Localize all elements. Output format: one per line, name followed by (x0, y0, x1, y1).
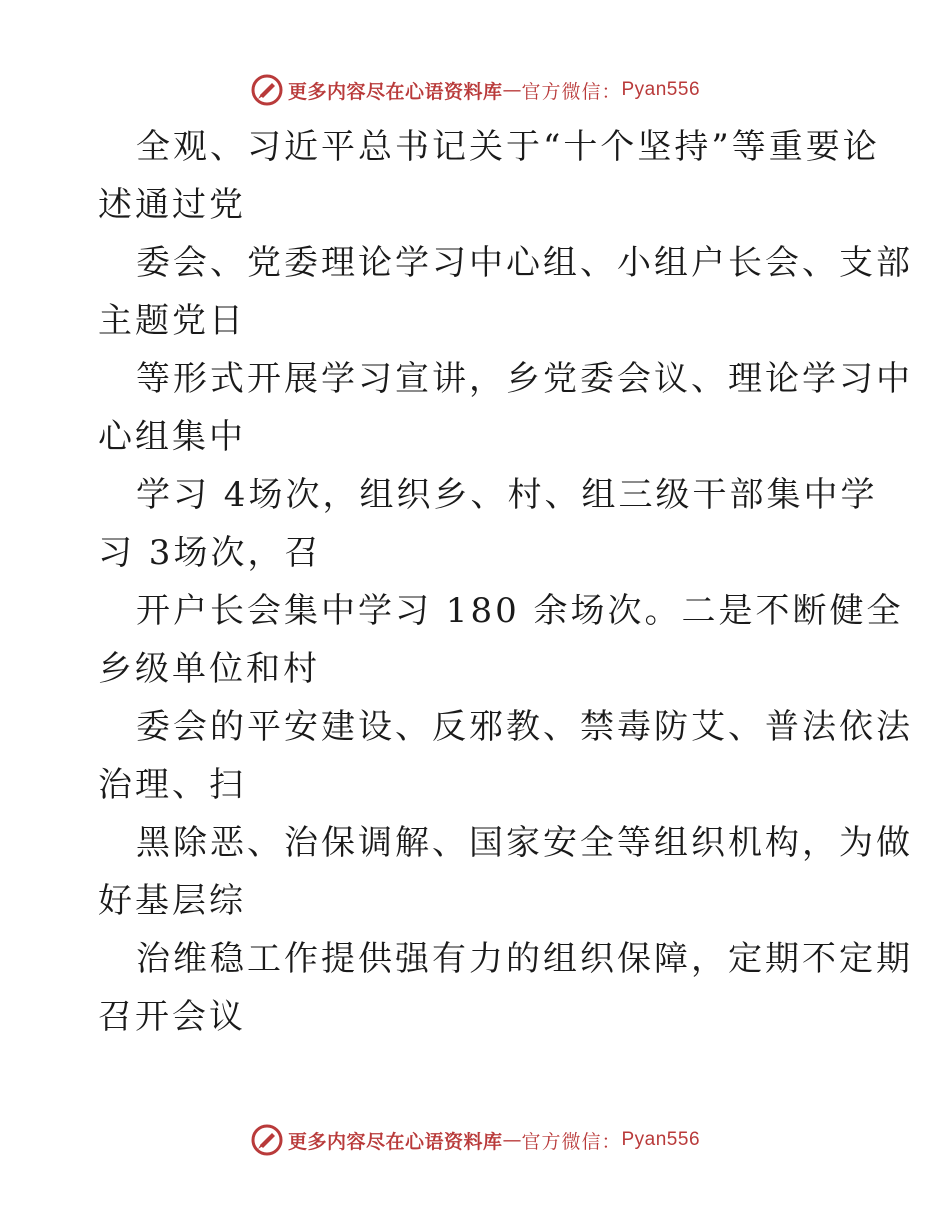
brand-logo-icon (250, 73, 284, 107)
body-line: 好基层综 (98, 881, 246, 921)
body-line: 治维稳工作提供强有力的组织保障，定期不定期 (136, 939, 913, 979)
body-line: 学习 4场次，组织乡、村、组三级干部集中学 (136, 475, 878, 515)
body-line: 委会、党委理论学习中心组、小组户长会、支部 (136, 243, 913, 283)
body-line: 等形式开展学习宣讲，乡党委会议、理论学习中 (136, 359, 913, 399)
body-line: 述通过党 (98, 185, 246, 225)
banner-wechat-label: 官方微信： (521, 1130, 622, 1153)
banner-account: Pyan556 (621, 1129, 701, 1150)
banner-brand-text: 更多内容尽在心语资料库 (287, 1130, 503, 1153)
banner-separator: — (502, 1129, 522, 1151)
banner-wechat-label: 官方微信： (521, 80, 622, 103)
body-line: 心组集中 (98, 417, 246, 457)
banner-separator: — (502, 79, 522, 101)
banner-brand-text: 更多内容尽在心语资料库 (287, 80, 503, 103)
body-line: 委会的平安建设、反邪教、禁毒防艾、普法依法 (136, 707, 913, 747)
body-line: 治理、扫 (98, 765, 246, 805)
body-line: 主题党日 (98, 301, 246, 341)
body-line: 习 3场次，召 (98, 533, 322, 573)
body-line: 乡级单位和村 (98, 649, 320, 689)
footer-banner (0, 1120, 950, 1160)
document-body (98, 118, 913, 1046)
body-line: 全观、习近平总书记关于“十个坚持”等重要论 (136, 127, 880, 167)
header-banner (0, 70, 950, 110)
body-line: 召开会议 (98, 997, 246, 1037)
banner-account: Pyan556 (621, 79, 701, 100)
body-line: 黑除恶、治保调解、国家安全等组织机构，为做 (136, 823, 913, 863)
brand-logo-icon (250, 1123, 284, 1157)
body-line: 开户长会集中学习 180 余场次。二是不断健全 (136, 591, 904, 631)
